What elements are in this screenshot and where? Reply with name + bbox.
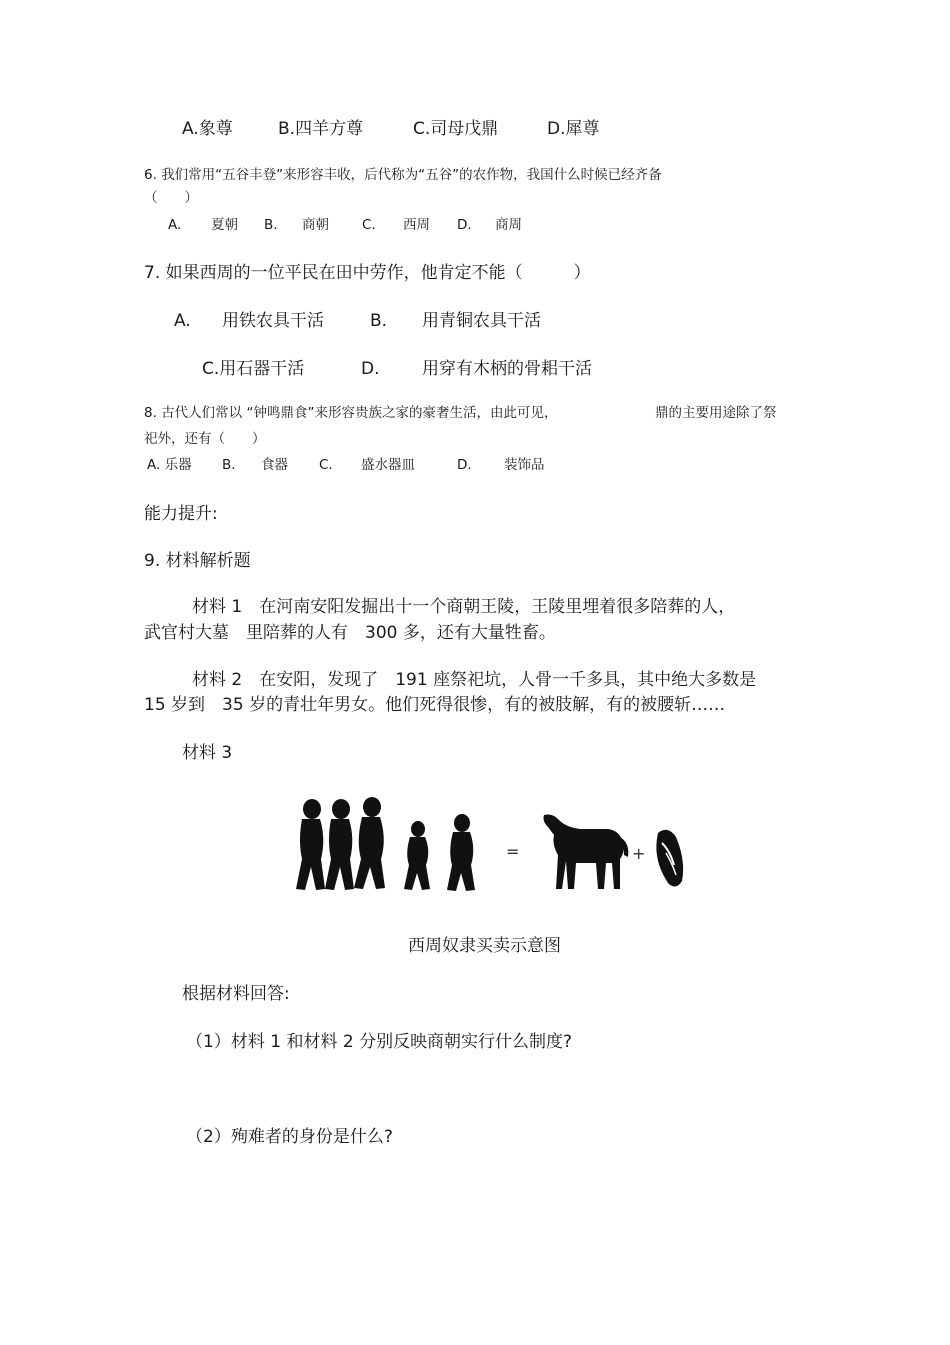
q5-option-b: B.四羊方尊 [278, 119, 364, 139]
slave-silhouettes [296, 797, 475, 891]
q8-option-a: A. 乐器 [147, 457, 192, 473]
q8-letter-d: D. [457, 457, 472, 473]
slave-figure-2 [325, 799, 354, 890]
q6-stem: 6. 我们常用“五谷丰登”来形容丰收，后代称为“五谷”的农作物，我国什么时候已经齐备 [144, 167, 662, 183]
q6-letter-c: C. [362, 217, 376, 233]
plus-sign: + [632, 844, 646, 863]
q6-letter-d: D. [457, 217, 472, 233]
horse-silhouette [544, 815, 629, 890]
equals-sign: = [506, 842, 520, 861]
q9-material-2-line1: 材料 2 在安阳，发现了 191 座祭祀坑，人骨一千多具，其中绝大多数是 [192, 670, 757, 690]
q5-option-a: A.象尊 [182, 119, 233, 139]
q6-paren: （ ） [144, 190, 198, 206]
q6-option-c: 西周 [403, 217, 430, 233]
q7-stem: 7. 如果西周的一位平民在田中劳作，他肯定不能（ ） [144, 263, 591, 283]
q8-stem-part1: 8. 古代人们常以 “钟鸣鼎食”来形容贵族之家的豪奢生活，由此可见， [144, 405, 558, 421]
q9-subquestion-1: （1）材料 1 和材料 2 分别反映商朝实行什么制度? [186, 1032, 573, 1052]
slave-figure-4 [404, 821, 430, 890]
q7-letter-b: B. [370, 311, 388, 331]
q9-material-2-line2: 15 岁到 35 岁的青壮年男女。他们死得很惨，有的被肢解，有的被腰斩…… [144, 695, 726, 715]
slave-figure-3 [354, 797, 385, 889]
q9-material-1-line2: 武官村大墓 里陪葬的人有 300 多，还有大量牲畜。 [144, 623, 556, 643]
q5-option-c: C.司母戊鼎 [413, 119, 499, 139]
q7-option-c: C.用石器干活 [202, 359, 305, 379]
q5-option-d: D.犀尊 [547, 119, 600, 139]
slave-trade-figure [290, 793, 700, 903]
q8-option-d: 装饰品 [504, 457, 545, 473]
q9-title: 9. 材料解析题 [144, 551, 251, 571]
q9-material-1-line1: 材料 1 在河南安阳发掘出十一个商朝王陵，王陵里埋着很多陪葬的人， [192, 597, 736, 617]
q6-letter-a: A. [168, 217, 182, 233]
section-title: 能力提升: [144, 504, 218, 524]
q7-option-b: 用青铜农具干活 [422, 311, 541, 331]
q7-option-d: 用穿有木柄的骨耜干活 [422, 359, 592, 379]
q7-option-a: 用铁农具干活 [222, 311, 324, 331]
q7-letter-d: D. [361, 359, 380, 379]
q8-letter-c: C. [319, 457, 333, 473]
q7-letter-a: A. [174, 311, 191, 331]
slave-figure-5 [447, 814, 475, 891]
q9-prompt: 根据材料回答: [182, 984, 290, 1004]
bundle-silhouette [656, 830, 683, 887]
figure-caption: 西周奴隶买卖示意图 [408, 936, 561, 956]
q8-option-b: 食器 [261, 457, 288, 473]
q6-option-a: 夏朝 [211, 217, 238, 233]
q9-material-3-label: 材料 3 [182, 743, 233, 763]
q9-subquestion-2: （2）殉难者的身份是什么? [186, 1127, 393, 1147]
slave-trade-illustration [290, 793, 700, 903]
q8-stem-part2: 鼎的主要用途除了祭 [655, 405, 777, 421]
q6-option-d: 商周 [495, 217, 522, 233]
slave-figure-1 [296, 799, 325, 890]
q8-stem-part3: 祀外，还有（ ） [144, 431, 266, 447]
q8-letter-b: B. [222, 457, 236, 473]
q6-option-b: 商朝 [302, 217, 329, 233]
q8-option-c: 盛水器皿 [361, 457, 415, 473]
q6-letter-b: B. [264, 217, 278, 233]
